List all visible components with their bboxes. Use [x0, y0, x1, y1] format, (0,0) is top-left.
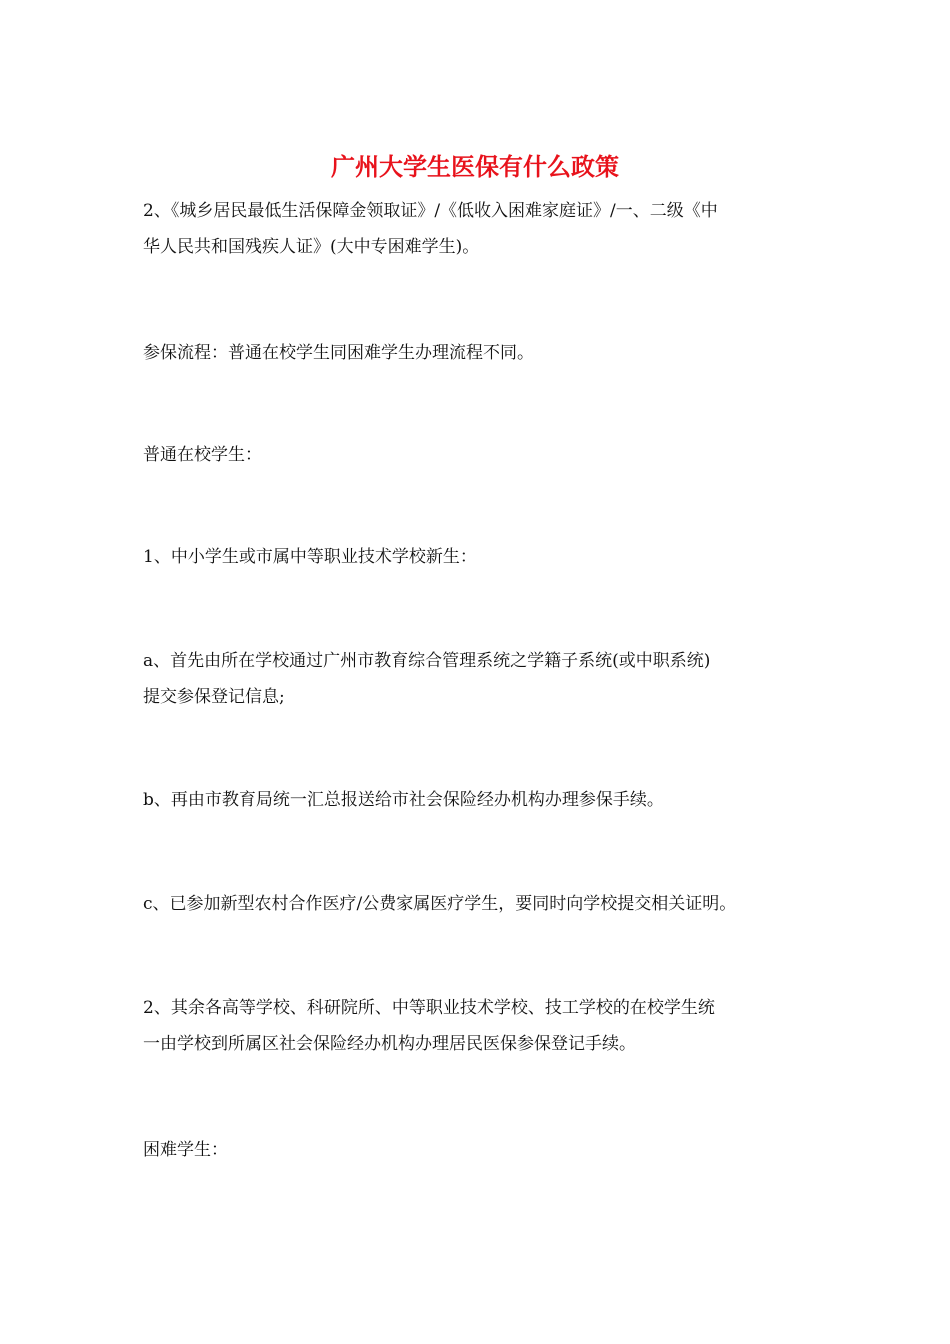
paragraph-line: a、首先由所在学校通过广州市教育综合管理系统之学籍子系统(或中职系统) — [143, 651, 711, 671]
paragraph-item-1 — [143, 539, 823, 575]
paragraph-line: 华人民共和国残疾人证》(大中专困难学生)。 — [143, 237, 480, 257]
paragraph-item-a — [143, 643, 823, 715]
paragraph-line: c、已参加新型农村合作医疗/公费家属医疗学生，要同时向学校提交相关证明。 — [143, 894, 737, 914]
paragraph-line: 提交参保登记信息; — [143, 687, 285, 707]
paragraph-item-b — [143, 782, 823, 818]
paragraph-line: 普通在校学生： — [143, 445, 262, 465]
paragraph-line: b、再由市教育局统一汇总报送给市社会保险经办机构办理参保手续。 — [143, 790, 664, 810]
paragraph-item-c — [143, 886, 823, 922]
paragraph-line: 1、中小学生或市属中等职业技术学校新生： — [143, 547, 477, 567]
document-title: 广州大学生医保有什么政策 — [331, 153, 619, 181]
paragraph-enrollment-process — [143, 335, 823, 371]
paragraph-line: 2、其余各高等学校、科研院所、中等职业技术学校、技工学校的在校学生统 — [143, 998, 715, 1018]
paragraph-line: 2、《城乡居民最低生活保障金领取证》/《低收入困难家庭证》/一、二级《中 — [143, 201, 718, 221]
paragraph-line: 一由学校到所属区社会保险经办机构办理居民医保参保登记手续。 — [143, 1034, 636, 1054]
paragraph-item-2 — [143, 990, 823, 1062]
paragraph-line: 参保流程：普通在校学生同困难学生办理流程不同。 — [143, 343, 534, 363]
paragraph-required-certificates — [143, 193, 823, 265]
paragraph-line: 困难学生： — [143, 1140, 228, 1160]
section-heading-needy-students — [143, 1132, 823, 1168]
section-heading-regular-students — [143, 437, 823, 473]
